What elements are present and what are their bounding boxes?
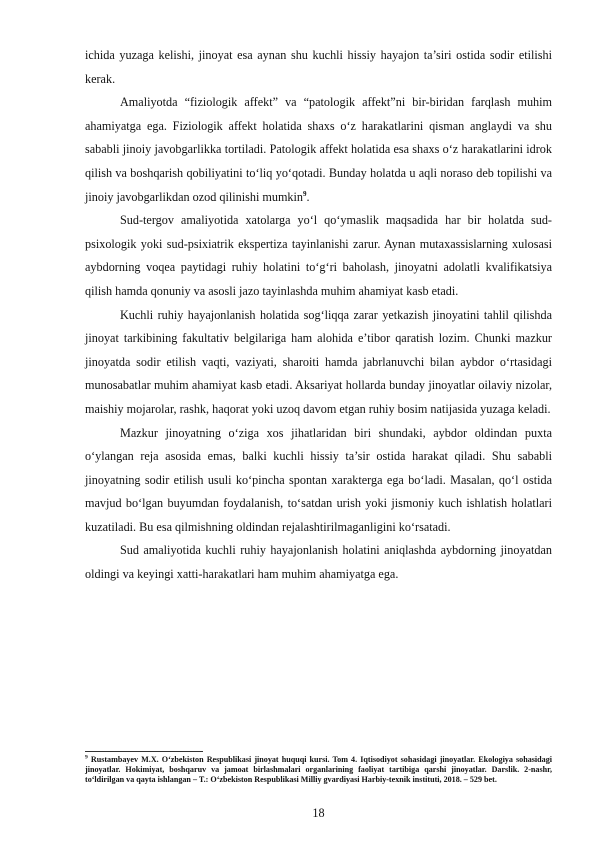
paragraph-5-text: Mazkur jinoyatning o‘ziga xos jihatlaridan biri shundaki, aybdor oldindan puxta o‘ylangan reja asosida emas, balki kuchli hissiy ta’sir ostida harakat qiladi. Shu sababli jinoyatning sodir etilish usuli ko‘pincha spontan xarakterga ega bo‘ladi. Masalan, qo‘l ostida mavjud bo‘lgan buyumdan foydalanish, to‘satdan urish yoki jismoniy kuch ishlatish holatlari kuzatiladi. Bu esa qilmishning oldindan rejalashtirilmaganligini ko‘rsatadi. <box>85 425 552 534</box>
footnote-reference[interactable]: 9 <box>303 189 307 198</box>
paragraph-1-text: ichida yuzaga kelishi, jinoyat esa aynan shu kuchli hissiy hayajon ta’siri ostida sodir etilishi kerak. <box>85 48 552 86</box>
footnote-divider <box>85 751 203 752</box>
paragraph-3 <box>85 209 552 303</box>
paragraph-2-text: Amaliyotda “fiziologik affekt” va “patologik affekt”ni bir-biridan farqlash muhim ahamiyatga ega. Fiziologik affekt holatida shaxs o‘z harakatlarini qisman anglaydi va shu sababli jinoiy javobgarlikka tortiladi. Patologik affekt holatida esa shaxs o‘z harakatlarini idrok qilish va boshqarish qobiliyatini to‘liq yo‘qotadi. Bunday holatda u aqli noraso deb topilishi va jinoiy javobgarlikdan ozod qilinishi mumkin <box>85 95 552 204</box>
paragraph-6-text: Sud amaliyotida kuchli ruhiy hayajonlanish holatini aniqlashda aybdorning jinoyatdan oldingi va keyingi xatti-harakatlari ham muhim ahamiyatga ega. <box>85 543 552 582</box>
paragraph-3-text: Sud-tergov amaliyotida xatolarga yo‘l qo‘ymaslik maqsadida har bir holatda sud-psixologik yoki sud-psixiatrik ekspertiza tayinlanishi zarur. Aynan mutaxassislarning xulosasi aybdorning voqea paytidagi ruhiy holatini to‘g‘ri baholash, jinoyatni adolatli kvalifikatsiya qilish hamda qonuniy va asosli jazo tayinlashda muhim ahamiyat kasb etadi. <box>85 213 552 298</box>
paragraph-6 <box>85 539 552 586</box>
document-body <box>85 44 552 587</box>
footnote-mark: 9 <box>85 754 88 761</box>
footnote-text: Rustambayev M.X. O‘zbekiston Respublikasi jinoyat huquqi kursi. Tom 4. Iqtisodiyot sohasidagi jinoyatlar. Ekologiya sohasidagi jinoyatlar. Hokimiyat, boshqaruv va jamoat birlashmalari organlarining faoliyat tartibiga qarshi jinoyatlar. Darslik. 2-nashr, to‘ldirilgan va qayta ishlangan – T.: O‘zbekiston Respublikasi Milliy gvardiyasi Harbiy-texnik instituti, 2018. – 529 bet. <box>85 755 552 785</box>
paragraph-5 <box>85 422 552 540</box>
paragraph-2 <box>85 91 552 209</box>
paragraph-4-text: Kuchli ruhiy hayajonlanish holatida sog‘liqqa zarar yetkazish jinoyatini tahlil qilishda jinoyat tarkibining fakultativ belgilariga ham alohida e’tibor qaratish lozim. Chunki mazkur jinoyatda sodir etilish vaqti, vaziyati, sharoiti hamda jabrlanuvchi bilan aybdor o‘rtasidagi munosabatlar muhim ahamiyat kasb etadi. Aksariyat hollarda bunday jinoyatlar oilaviy nizolar, maishiy mojarolar, rashk, haqorat yoki uzoq davom etgan ruhiy bosim natijasida yuzaga keladi. <box>85 307 552 416</box>
page-number: 18 <box>312 806 325 820</box>
paragraph-2-end: . <box>306 189 310 204</box>
paragraph-1 <box>85 44 552 91</box>
footnote <box>85 755 552 786</box>
paragraph-4 <box>85 304 552 422</box>
